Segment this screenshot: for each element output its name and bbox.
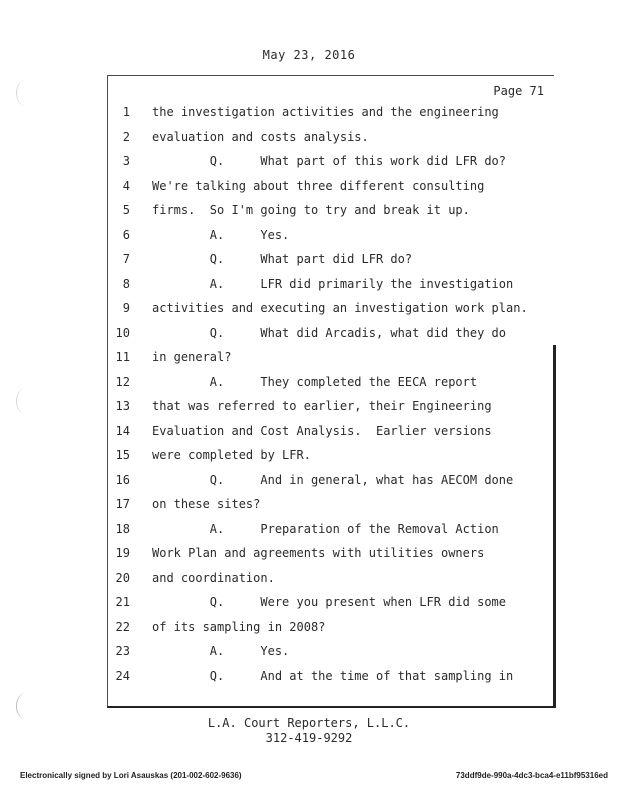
line-number: 6: [122, 227, 130, 242]
page-number: Page 71: [493, 84, 544, 98]
line-number: 21: [115, 595, 130, 609]
line-text: and coordination.: [152, 570, 275, 585]
transcript-line: [0, 496, 618, 521]
line-text: Q. Were you present when LFR did some: [152, 595, 507, 609]
line-number: 1: [122, 105, 130, 119]
line-text: in general?: [152, 350, 232, 364]
line-text: We're talking about three different consulting: [152, 178, 485, 193]
line-text: of its sampling in 2008?: [152, 619, 326, 634]
transcript-line: [0, 227, 618, 252]
line-text: Q. And at the time of that sampling in: [152, 668, 514, 683]
line-text: activities and executing an investigation work plan.: [152, 301, 528, 315]
line-number: 15: [115, 448, 130, 462]
transcript-line: [0, 129, 618, 154]
line-number: 19: [115, 546, 130, 560]
transcript-line: [0, 447, 618, 472]
hole-punch-mark-top: [16, 80, 35, 106]
transcript-line: [0, 398, 618, 423]
line-number: 9: [122, 301, 130, 315]
transcript-line: [0, 374, 618, 399]
line-text: Q. What did Arcadis, what did they do: [152, 325, 507, 340]
transcript-line: [0, 153, 618, 178]
transcript-line: [0, 545, 618, 570]
line-text: Q. What part of this work did LFR do?: [152, 154, 507, 168]
line-text: were completed by LFR.: [152, 448, 311, 462]
transcript-line: [0, 668, 618, 693]
line-number: 7: [122, 252, 130, 266]
line-text: A. Yes.: [152, 227, 290, 242]
transcript-line: [0, 594, 618, 619]
line-text: that was referred to earlier, their Engineering: [152, 399, 492, 413]
line-number: 18: [115, 521, 130, 536]
line-number: 2: [122, 129, 130, 144]
line-text: firms. So I'm going to try and break it up.: [152, 203, 470, 217]
deposition-date: May 23, 2016: [262, 48, 356, 62]
line-text: the investigation activities and the engineering: [152, 105, 499, 119]
transcript-line: [0, 349, 618, 374]
electronic-signature-note: Electronically signed by Lori Asauskas (201-002-602-9636): [20, 771, 242, 780]
line-number: 11: [115, 350, 130, 364]
transcript-line: [0, 643, 618, 668]
reporter-phone: 312-419-9292: [265, 731, 353, 745]
transcript-line: [0, 104, 618, 129]
document-id: 73ddf9de-990a-4dc3-bca4-e11bf95316ed: [455, 771, 608, 780]
line-number: 12: [115, 374, 130, 389]
line-number: 24: [115, 668, 130, 683]
transcript-line: [0, 251, 618, 276]
line-number: 13: [115, 399, 130, 413]
transcript-line: [0, 423, 618, 448]
line-number: 22: [115, 619, 130, 634]
line-text: A. LFR did primarily the investigation: [152, 276, 514, 291]
transcript-line: [0, 521, 618, 546]
transcript-line: [0, 619, 618, 644]
transcript-lines: [0, 104, 618, 692]
transcript-line: [0, 325, 618, 350]
line-text: on these sites?: [152, 497, 261, 511]
transcript-line: [0, 202, 618, 227]
transcript-line: [0, 300, 618, 325]
line-number: 23: [115, 644, 130, 658]
line-text: Work Plan and agreements with utilities owners: [152, 546, 485, 560]
line-text: Q. What part did LFR do?: [152, 252, 413, 266]
line-text: Evaluation and Cost Analysis. Earlier versions: [152, 423, 492, 438]
line-number: 20: [115, 570, 130, 585]
line-text: A. They completed the EECA report: [152, 374, 478, 389]
transcript-line: [0, 570, 618, 595]
line-number: 16: [115, 472, 130, 487]
reporter-footer: [0, 716, 618, 746]
line-number: 4: [122, 178, 130, 193]
line-number: 3: [122, 154, 130, 168]
line-text: evaluation and costs analysis.: [152, 129, 369, 144]
transcript-line: [0, 472, 618, 497]
line-number: 8: [122, 276, 130, 291]
line-number: 10: [115, 325, 130, 340]
transcript-line: [0, 178, 618, 203]
line-number: 14: [115, 423, 130, 438]
line-number: 17: [115, 497, 130, 511]
reporter-company: L.A. Court Reporters, L.L.C.: [207, 716, 411, 730]
line-text: A. Yes.: [152, 644, 290, 658]
line-text: A. Preparation of the Removal Action: [152, 521, 499, 536]
line-number: 5: [122, 203, 130, 217]
line-text: Q. And in general, what has AECOM done: [152, 472, 514, 487]
transcript-line: [0, 276, 618, 301]
